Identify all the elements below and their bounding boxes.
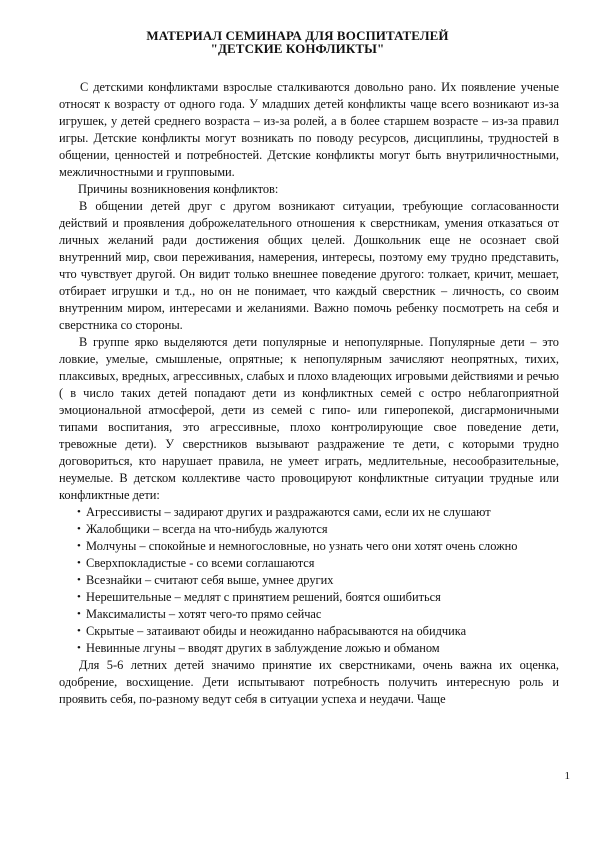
- list-item: [77, 538, 559, 555]
- list-item-text: Сверхпокладистые - со всеми соглашаются: [86, 556, 315, 570]
- list-item: [77, 640, 559, 657]
- list-item-text: Всезнайки – считают себя выше, умнее других: [86, 573, 334, 587]
- bullet-icon: •: [77, 642, 81, 654]
- list-item: [77, 504, 559, 521]
- bullet-icon: •: [77, 540, 81, 552]
- list-item: [77, 572, 559, 589]
- causes-paragraph: В общении детей друг с другом возникают ситуации, требующие согласованности действий и проявления доброжелательного отношения к сверстникам, умения отказаться от личных желаний ради достижения общих целей. Дошкольник еще не осознает свой внутренний мир, свои переживания, намерения, интересы, поэтому ему трудно представить, что чувствует другой. Он видит только внешнее поведение другого: толкает, кричит, мешает, отбирает игрушки и т.д., но он не понимает, что каждый сверстник – личность, со своим внутренним миром, интересами и желаниями. Важно помочь ребенку посмотреть на себя и сверстника со стороны.: [59, 199, 559, 332]
- document-title-line1: МАТЕРИАЛ СЕМИНАРА ДЛЯ ВОСПИТАТЕЛЕЙ: [146, 28, 449, 43]
- bullet-icon: •: [77, 506, 81, 518]
- bullet-icon: •: [77, 625, 81, 637]
- list-item: [77, 589, 559, 606]
- bullet-icon: •: [77, 557, 81, 569]
- causes-heading: Причины возникновения конфликтов:: [78, 182, 279, 196]
- list-item: [77, 623, 559, 640]
- bullet-icon: •: [77, 574, 81, 586]
- list-item: [77, 521, 559, 538]
- intro-paragraph: С детскими конфликтами взрослые сталкиваются довольно рано. Их появление ученые относят к возрасту от одного года. У младших детей конфликты чаще всего возникают из-за игрушек, у детей среднего возраста – из-за ролей, а в более старшем возрасте – из-за правил игры. Детские конфликты могут возникать по поводу ресурсов, дисциплины, трудностей в общении, ценностей и потребностей. Детские конфликты могут быть внутриличностными, межличностными и групповыми.: [59, 80, 559, 179]
- list-item: [77, 606, 559, 623]
- list-item-text: Нерешительные – медлят с принятием решений, боятся ошибиться: [86, 590, 441, 604]
- bullet-icon: •: [77, 591, 81, 603]
- list-item-text: Жалобщики – всегда на что-нибудь жалуются: [86, 522, 328, 536]
- list-item-text: Максималисты – хотят чего-то прямо сейчас: [86, 607, 322, 621]
- list-item: [77, 555, 559, 572]
- page-number: 1: [564, 770, 570, 782]
- group-paragraph: В группе ярко выделяются дети популярные и непопулярные. Популярные дети – это ловкие, умелые, смышленые, опрятные; к непопулярным зачисляют неопрятных, тихих, плаксивых, вредных, агрессивных, слабых и плохо владеющих игровыми действиями и речью ( в число таких детей попадают дети из конфликтных семей с остро неблагоприятной эмоциональной атмосферой, дети из семей с гипо- или гиперопекой, дисгармоничными типами воспитания, это агрессивные, плохо контролирующие свое поведение дети, тревожные дети). У сверстников вызывают раздражение те дети, с которыми трудно договориться, кто нарушает правила, не умеет играть, медлительные, несообразительные, неумелые. В детском коллективе часто провоцируют конфликтные ситуации трудные или конфликтные дети:: [59, 335, 559, 502]
- document-title-line2: "ДЕТСКИЕ КОНФЛИКТЫ": [210, 41, 385, 56]
- bullet-icon: •: [77, 523, 81, 535]
- bullet-icon: •: [77, 608, 81, 620]
- list-item-text: Скрытые – затаивают обиды и неожиданно набрасываются на обидчика: [86, 624, 467, 638]
- list-item-text: Молчуны – спокойные и немногословные, но узнать чего они хотят очень сложно: [86, 539, 518, 553]
- list-item-text: Невинные лгуны – вводят других в заблуждение ложью и обманом: [86, 641, 440, 655]
- closing-paragraph: Для 5-6 летних детей значимо принятие их сверстниками, очень важна их оценка, одобрение, восхищение. Дети испытывают потребность получить интересную роль и проявить себя, по-разному ведут себя в ситуации успеха и неудачи. Чаще: [59, 658, 559, 706]
- document-body: [59, 79, 559, 708]
- conflict-children-list: [59, 504, 559, 657]
- list-item-text: Агрессивисты – задирают других и раздражаются сами, если их не слушают: [86, 505, 491, 519]
